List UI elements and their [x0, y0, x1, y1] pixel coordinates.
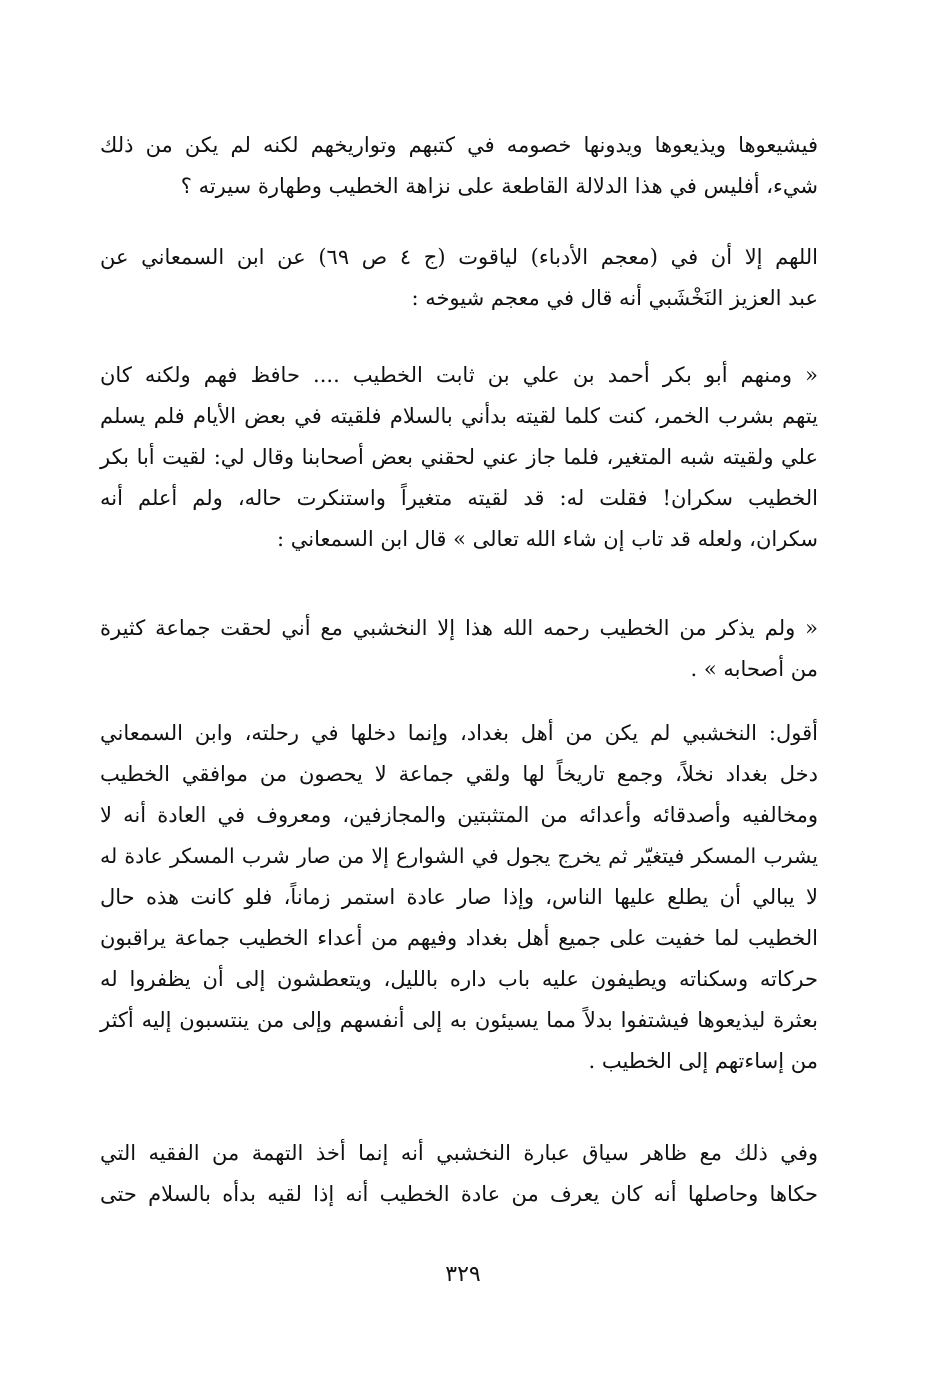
paragraph-6	[100, 1133, 818, 1215]
text-line: حركاته وسكناته ويطيفون عليه باب داره بالليل، ويتعطشون إلى أن يظفروا له	[100, 967, 818, 991]
text-line: سكران، ولعله قد تاب إن شاء الله تعالى » قال ابن السمعاني :	[277, 527, 818, 551]
text-line: فيشيعوها ويذيعوها ويدونها خصومه في كتبهم وتواريخهم لكنه لم يكن من ذلك	[100, 133, 818, 157]
paragraph-2	[100, 237, 818, 319]
paragraph-1	[100, 125, 818, 207]
paragraph-3-quotation	[100, 355, 818, 560]
text-line: حكاها وحاصلها أنه كان يعرف من عادة الخطيب أنه إذا لقيه بدأه بالسلام حتى	[100, 1182, 818, 1206]
text-line: اللهم إلا أن في (معجم الأدباء) لياقوت (ج ٤ ص ٦٩) عن ابن السمعاني عن	[100, 245, 819, 269]
text-line: « ولم يذكر من الخطيب رحمه الله هذا إلا النخشبي مع أني لحقت جماعة كثيرة	[100, 616, 818, 640]
text-line: عبد العزيز النَخْشَبي أنه قال في معجم شيوخه :	[411, 286, 818, 310]
paragraph-4-quotation	[100, 608, 818, 690]
text-line: ومخالفيه وأصدقائه وأعدائه من المتثبتين والمجازفين، ومعروف في العادة أنه لا	[100, 803, 818, 827]
text-line: « ومنهم أبو بكر أحمد بن علي بن ثابت الخطيب .... حافظ فهم ولكنه كان	[100, 363, 818, 387]
text-line: أقول: النخشبي لم يكن من أهل بغداد، وإنما دخلها في رحلته، وابن السمعاني	[100, 721, 818, 745]
text-line: الخطيب لما خفيت على جميع أهل بغداد وفيهم من أعداء الخطيب جماعة يراقبون	[100, 926, 818, 950]
text-line: يتهم بشرب الخمر، كنت كلما لقيته بدأني بالسلام فلقيته في بعض الأيام فلم يسلم	[100, 404, 818, 428]
text-line: من أصحابه » .	[690, 657, 818, 681]
text-line: وفي ذلك مع ظاهر سياق عبارة النخشبي أنه إنما أخذ التهمة من الفقيه التي	[100, 1141, 818, 1165]
text-line: بعثرة ليذيعوها فيشتفوا بدلاً مما يسيئون به إلى أنفسهم وإلى من ينتسبون إليه أكثر	[100, 1008, 818, 1032]
text-line: دخل بغداد نخلاً، وجمع تاريخاً لها ولقي جماعة لا يحصون من موافقي الخطيب	[100, 762, 818, 786]
page-number: ٣٢٩	[445, 1262, 481, 1287]
text-line: علي ولقيته شبه المتغير، فلما جاز عني لحقني بعض أصحابنا وقال لي: لقيت أبا بكر	[100, 445, 818, 469]
text-line: شيء، أفليس في هذا الدلالة القاطعة على نزاهة الخطيب وطهارة سيرته ؟	[180, 174, 818, 198]
text-line: الخطيب سكران! فقلت له: قد لقيته متغيراً واستنكرت حاله، ولم أعلم أنه	[100, 486, 818, 510]
text-line: لا يبالي أن يطلع عليها الناس، وإذا صار عادة استمر زماناً، فلو كانت هذه حال	[100, 885, 818, 909]
paragraph-5	[100, 713, 818, 1082]
text-line: يشرب المسكر فيتغيّر ثم يخرج يجول في الشوارع إلا من صار شرب المسكر عادة له	[100, 844, 818, 868]
text-line: من إساءتهم إلى الخطيب .	[588, 1049, 818, 1073]
